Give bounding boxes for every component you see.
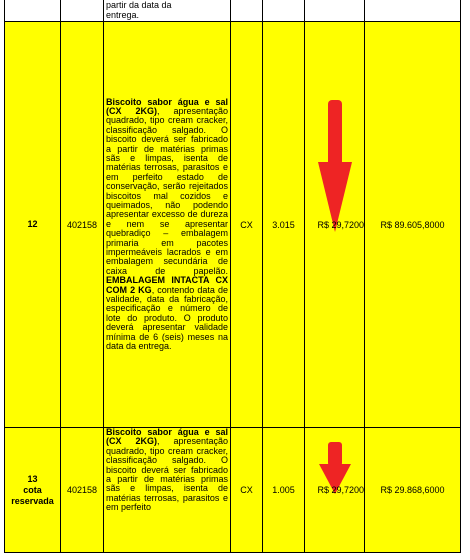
description-text: , contendo data de validade, data da fabricação, especificação e número de lote do produto. O produto deverá apresentar validade mínima de 6 (seis) meses na data da entrega. — [106, 284, 229, 352]
item-cell — [5, 0, 61, 22]
table-row-item-12 — [5, 22, 461, 428]
description-text: , apresentação quadrado, tipo cream cracker, classificação salgado. O biscoito deverá ser fabricado a partir de matérias primas sãs e limpas, isenta de matérias terrosas, parasitos e em perfeito — [106, 436, 228, 513]
quantity-cell — [263, 0, 305, 22]
item-line: cota — [23, 484, 42, 495]
description-bold: Biscoito sabor água e sal (CX 2KG) — [106, 428, 228, 447]
unit-cell — [231, 0, 263, 22]
total-price: R$ 89.605,8000 — [365, 22, 461, 428]
unit-price-cell — [305, 428, 365, 553]
bid-items-table — [4, 0, 461, 553]
unit-price-cell — [305, 22, 365, 428]
table-row-previous — [5, 0, 461, 22]
description-cell — [104, 428, 231, 553]
item-line: 13 — [27, 473, 38, 484]
item-code: 402158 — [61, 22, 104, 428]
item-number — [5, 428, 61, 553]
item-code: 402158 — [61, 428, 104, 553]
description-line: entrega. — [106, 9, 140, 20]
description-cell — [104, 0, 231, 22]
total-price: R$ 29.868,6000 — [365, 428, 461, 553]
item-number: 12 — [5, 22, 61, 428]
description-line: partir da data da — [106, 0, 172, 11]
description-cell — [104, 22, 231, 428]
quantity: 1.005 — [263, 428, 305, 553]
total-cell — [365, 0, 461, 22]
description-text: , apresentação quadrado, tipo cream cracker, classificação salgado. O biscoito deverá ser fabricado a partir de matérias primas sãs e limpas, isenta de matérias terrosas, parasitos e em perfeito estado de conservação, serão rejeitados biscoitos mal cozidos e queimados, não podendo apresentar excesso de dureza e nem se apresentar quebradiço – embalagem primaria em pacotes impermeáveis lacrados e em embalagem secundária de caixa de papelão. — [106, 105, 228, 276]
item-description — [104, 428, 230, 513]
unit-price-cell — [305, 0, 365, 22]
table-row-item-13 — [5, 428, 461, 553]
description-bold: EMBALAGEM INTACTA CX COM 2 KG — [106, 275, 228, 295]
red-down-arrow-icon — [318, 100, 352, 232]
description-bold: Biscoito sabor água e sal (CX 2KG) — [106, 97, 228, 116]
item-description — [104, 98, 230, 352]
unit: CX — [231, 22, 263, 428]
code-cell — [61, 0, 104, 22]
quantity: 3.015 — [263, 22, 305, 428]
unit-price: R$ 29,7200 — [317, 485, 364, 495]
unit: CX — [231, 428, 263, 553]
item-line: reservada — [11, 495, 54, 506]
unit-price: R$ 29,7200 — [317, 219, 364, 230]
